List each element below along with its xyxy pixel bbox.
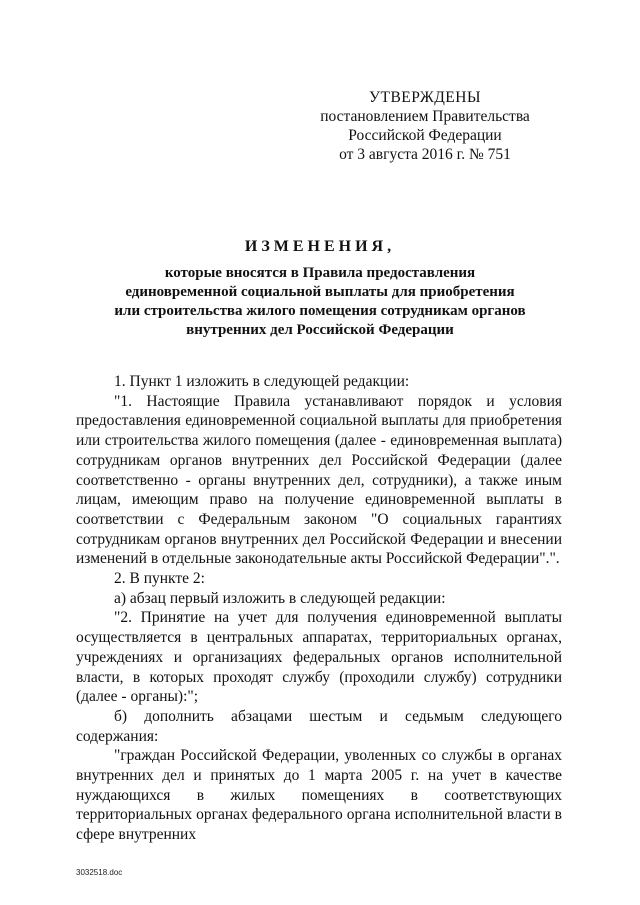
- paragraph-5: "2. Принятие на учет для получения единовременной выплаты осуществляется в центральных аппаратах, территориальных органах, учреждениях и организациях федеральных органов исполнительной власти, в которых проходят службу (проходили службу) сотрудники (далее - органы):";: [76, 609, 562, 706]
- approval-heading: УТВЕРЖДЕНЫ: [369, 89, 481, 106]
- paragraph-6: б) дополнить абзацами шестым и седьмым следующего содержания:: [76, 707, 562, 745]
- subtitle-line-4: внутренних дел Российской Федерации: [186, 322, 454, 338]
- approval-stamp: [310, 88, 540, 164]
- paragraph-3: 2. В пункте 2:: [114, 570, 205, 588]
- file-name-footer: 3032518.doc: [76, 868, 123, 877]
- subtitle-line-2: единовременной социальной выплаты для приобретения: [125, 284, 515, 300]
- paragraph-1: 1. Пункт 1 изложить в следующей редакции:: [114, 373, 410, 390]
- subtitle-line-1: которые вносятся в Правила предоставления: [164, 265, 476, 281]
- document-heading: [70, 238, 570, 340]
- document-body: [76, 372, 562, 845]
- approval-line-3: от 3 августа 2016 г. № 751: [339, 146, 511, 163]
- approval-line-2: Российской Федерации: [348, 127, 502, 144]
- approval-line-1: постановлением Правительства: [320, 108, 530, 125]
- paragraph-7: "граждан Российской Федерации, уволенных со службы в органах внутренних дел и принятых до 1 марта 2005 г. на учет в качестве нуждающихся в жилых помещениях в соответствующих территориальных органах федерального органа исполнительной власти в сфере внутренних: [76, 747, 562, 844]
- paragraph-2: "1. Настоящие Правила устанавливают порядок и условия предоставления единовременной социальной выплаты для приобретения или строительства жилого помещения (далее - единовременная выплата) сотрудникам органов внутренних дел Российской Федерации (далее соответственно - органы внутренних дел, сотрудники), а также иным лицам, имеющим право на получение единовременной выплаты в соответствии с Федеральным законом "О социальных гарантиях сотрудникам органов внутренних дел Российской Федерации и внесении изменений в отдельные законодательные акты Российской Федерации".".: [76, 392, 562, 568]
- document-title: ИЗМЕНЕНИЯ,: [244, 238, 396, 255]
- subtitle-line-3: или строительства жилого помещения сотрудникам органов: [114, 303, 526, 319]
- paragraph-4: а) абзац первый изложить в следующей редакции:: [114, 589, 446, 607]
